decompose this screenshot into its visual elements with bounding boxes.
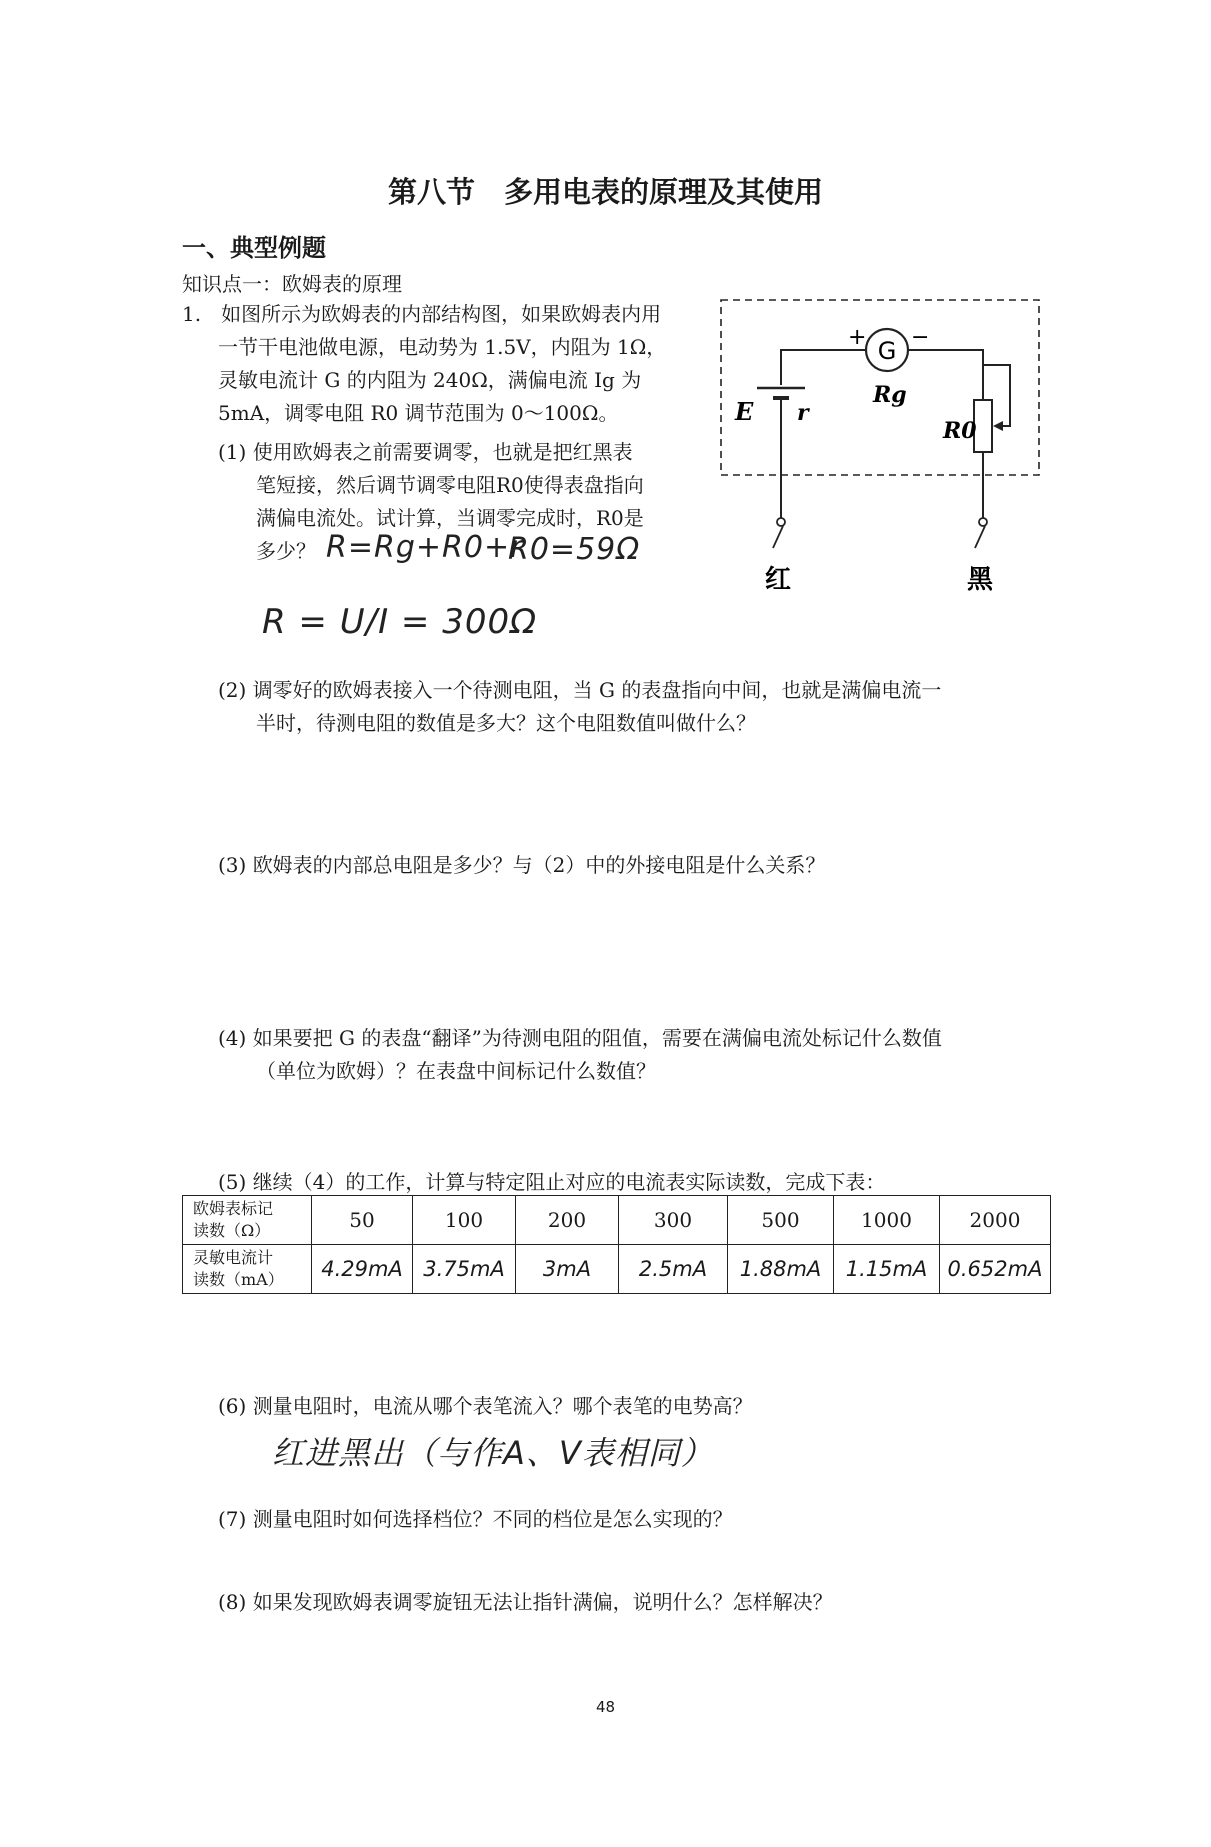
- table-cell: 2000: [940, 1196, 1051, 1245]
- sub7-question: (7) 测量电阻时如何选择档位？不同的档位是怎么实现的？: [218, 1507, 733, 1531]
- section-heading: 一、典型例题: [182, 234, 326, 262]
- table-cell: 3mA: [516, 1245, 619, 1294]
- wire: [909, 350, 983, 365]
- slider-arrow-icon: [993, 421, 1003, 431]
- sub2-question-cont: [256, 707, 756, 740]
- knowledge-point-heading: 知识点一：欧姆表的原理: [182, 272, 402, 296]
- table-cell: 3.75mA: [413, 1245, 516, 1294]
- row-header-current: 灵敏电流计 读数（mA）: [183, 1245, 312, 1294]
- table-cell: 0.652mA: [940, 1245, 1051, 1294]
- table-cell: 100: [413, 1196, 516, 1245]
- sub4-line-1: (4) 如果要把 G 的表盘“翻译”为待测电阻的阻值，需要在满偏电流处标记什么数值: [218, 1026, 942, 1050]
- sub4-question: [218, 1022, 942, 1055]
- sub1-line-1: (1) 使用欧姆表之前需要调零，也就是把红黑表: [218, 440, 633, 464]
- minus-sign: −: [911, 325, 930, 350]
- table-cell: 1000: [834, 1196, 940, 1245]
- ohm-current-table: [182, 1195, 1051, 1294]
- plus-sign: +: [848, 325, 867, 350]
- handwritten-formula: R=Rg+R0+r: [326, 530, 524, 565]
- table-cell: 50: [312, 1196, 413, 1245]
- q1-line-4: 5mA，调零电阻 R0 调节范围为 0～100Ω。: [218, 401, 619, 425]
- sub4-question-cont: [256, 1055, 656, 1088]
- row-header-ohm: 欧姆表标记 读数（Ω）: [183, 1196, 312, 1245]
- ohmmeter-circuit-diagram: [715, 290, 1045, 600]
- table-row: [183, 1196, 1051, 1245]
- galvanometer-label: G: [877, 337, 897, 365]
- sub1-line-3: 满偏电流处。试计算，当调零完成时，R0是: [256, 506, 644, 530]
- sub2-line-1: (2) 调零好的欧姆表接入一个待测电阻，当 G 的表盘指向中间，也就是满偏电流一: [218, 678, 942, 702]
- page-title: 第八节 多用电表的原理及其使用: [387, 175, 823, 209]
- sub6-question: (6) 测量电阻时，电流从哪个表笔流入？哪个表笔的电势高？: [218, 1394, 753, 1418]
- sub8-question: (8) 如果发现欧姆表调零旋钮无法让指针满偏，说明什么？怎样解决？: [218, 1590, 833, 1614]
- table-cell: 200: [516, 1196, 619, 1245]
- q1-line-3: 灵敏电流计 G 的内阻为 240Ω，满偏电流 Ig 为: [218, 368, 642, 392]
- wire: [781, 350, 865, 385]
- black-terminal: [979, 518, 987, 526]
- handwritten-total-resistance: R = U/I = 300Ω: [262, 602, 538, 642]
- red-label: 红: [765, 565, 792, 595]
- table-cell: 1.88mA: [728, 1245, 834, 1294]
- sub3-question: (3) 欧姆表的内部总电阻是多少？与（2）中的外接电阻是什么关系？: [218, 853, 826, 877]
- table-cell: 300: [619, 1196, 728, 1245]
- emf-label: E: [735, 397, 754, 426]
- r0-label: R0: [943, 418, 977, 444]
- sub4-line-2: （单位为欧姆）？在表盘中间标记什么数值？: [256, 1059, 656, 1083]
- handwritten-r0-answer: R0=59Ω: [508, 532, 641, 567]
- sub1-question: [218, 436, 633, 469]
- q1-stem: [182, 298, 661, 331]
- q1-stem-cont: [218, 331, 666, 430]
- table-cell: 2.5mA: [619, 1245, 728, 1294]
- sub2-question: [218, 674, 941, 707]
- sub2-line-2: 半时，待测电阻的数值是多大？这个电阻数值叫做什么？: [256, 711, 756, 735]
- sub5-question: (5) 继续（4）的工作，计算与特定阻止对应的电流表实际读数，完成下表：: [218, 1170, 886, 1194]
- black-probe-lead: [975, 526, 985, 548]
- table-cell: 1.15mA: [834, 1245, 940, 1294]
- sub1-line-4: 多少？: [256, 539, 316, 563]
- table-cell: 4.29mA: [312, 1245, 413, 1294]
- q1-line-1: 1. 如图所示为欧姆表的内部结构图，如果欧姆表内用: [182, 302, 662, 326]
- internal-resistance-label: r: [797, 400, 809, 426]
- rheostat-r0: [974, 400, 992, 452]
- red-terminal: [777, 518, 785, 526]
- black-label: 黑: [967, 565, 994, 595]
- handwritten-sub6-answer: 红进黑出（与作A、V表相同）: [272, 1434, 714, 1472]
- rg-label: Rg: [873, 382, 907, 408]
- q1-line-2: 一节干电池做电源，电动势为 1.5V，内阻为 1Ω，: [218, 335, 667, 359]
- table-cell: 500: [728, 1196, 834, 1245]
- red-probe-lead: [773, 526, 783, 548]
- table-row: [183, 1245, 1051, 1294]
- sub1-line-2: 笔短接，然后调节调零电阻R0使得表盘指向: [256, 473, 644, 497]
- page-number: 48: [595, 1698, 616, 1716]
